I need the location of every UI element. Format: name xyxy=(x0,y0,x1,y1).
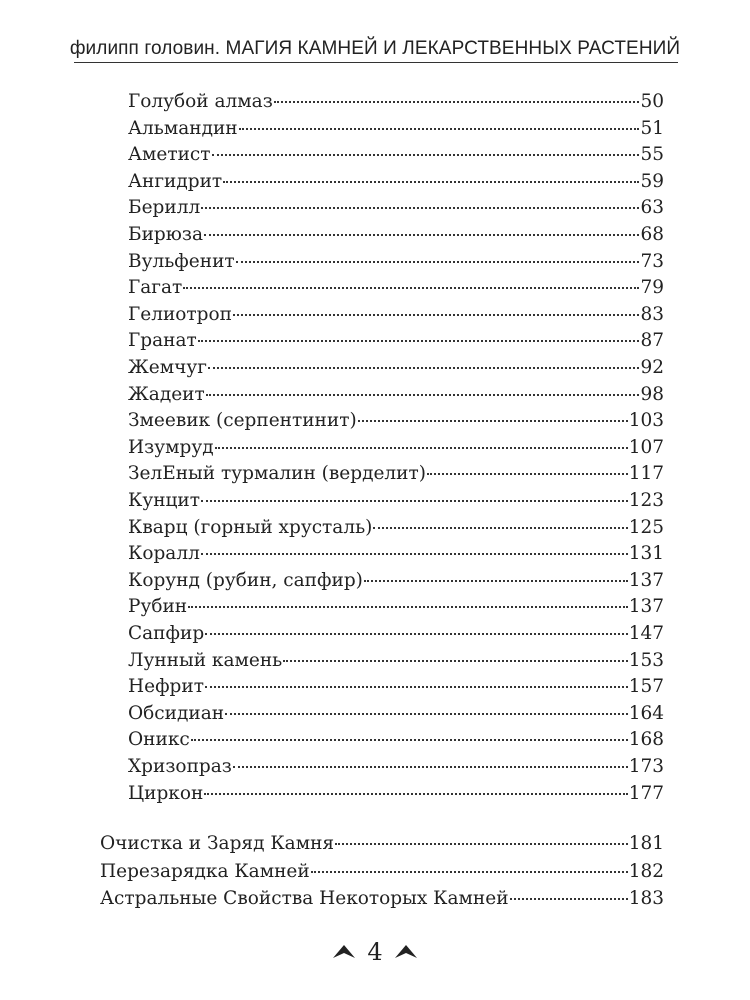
toc-entry-page: 168 xyxy=(628,729,664,751)
toc-entry-title: Жадеит xyxy=(128,383,205,405)
toc-entry xyxy=(128,383,664,407)
dot-leader xyxy=(427,473,628,475)
page-footer xyxy=(0,938,750,966)
toc-entry-page: 107 xyxy=(628,436,664,458)
dot-leader xyxy=(204,234,639,236)
dot-leader xyxy=(212,154,640,156)
toc-entry-title: Обсидиан xyxy=(128,702,225,724)
dot-leader xyxy=(198,340,640,342)
toc-entry-title: Перезарядка Камней xyxy=(100,860,310,882)
dot-leader xyxy=(283,660,627,662)
dot-leader xyxy=(364,580,628,582)
toc-entry xyxy=(128,782,664,806)
toc-entry-page: 137 xyxy=(628,569,664,591)
toc-section-entry xyxy=(100,832,664,856)
dot-leader xyxy=(236,261,640,263)
dot-leader xyxy=(205,633,628,635)
dot-leader xyxy=(223,181,639,183)
toc-entry xyxy=(128,117,664,141)
dot-leader xyxy=(201,553,628,555)
dot-leader xyxy=(183,287,639,289)
toc-entry xyxy=(128,409,664,433)
toc-entry-title: Альмандин xyxy=(128,117,238,139)
dot-leader xyxy=(208,367,640,369)
dot-leader xyxy=(311,871,628,873)
toc-entry-page: 83 xyxy=(640,303,664,325)
toc-entry-title: ЗелЕный турмалин (верделит) xyxy=(128,463,426,485)
toc-entry xyxy=(128,250,664,274)
toc-entry-title: Хризопраз xyxy=(128,756,232,777)
toc-entry-title: Змеевик (серпентинит) xyxy=(128,410,357,432)
dot-leader xyxy=(239,128,640,130)
page-number: 4 xyxy=(367,938,383,966)
toc-entry-title: Вульфенит xyxy=(128,250,235,272)
header-rule xyxy=(74,62,678,63)
toc-entry-page: 87 xyxy=(640,330,664,352)
dot-leader xyxy=(188,606,628,608)
toc-entry-page: 123 xyxy=(628,490,664,511)
toc-entry-page: 59 xyxy=(640,170,664,192)
toc-entry-title: Лунный камень xyxy=(128,649,283,671)
dot-leader xyxy=(510,898,628,900)
toc-entry-page: 173 xyxy=(628,756,664,777)
toc-entry-page: 92 xyxy=(640,357,664,378)
toc-entry xyxy=(128,702,664,726)
toc-entry-title: Ангидрит xyxy=(128,170,223,192)
toc-entry-title: Изумруд xyxy=(128,436,214,458)
toc-entry xyxy=(128,462,664,486)
toc-entry-title: Бирюза xyxy=(128,224,203,245)
toc-entry-title: Циркон xyxy=(128,782,204,804)
toc-entry-page: 164 xyxy=(628,702,664,724)
toc-entry-page: 55 xyxy=(640,144,664,166)
toc-entry-title: Коралл xyxy=(128,543,200,565)
toc-entry-title: Очистка и Заряд Камня xyxy=(100,833,335,854)
toc-entry-page: 177 xyxy=(628,782,664,804)
toc-section-entry xyxy=(100,887,664,911)
toc-entry-page: 68 xyxy=(640,224,664,245)
toc-entry-title: Гранат xyxy=(128,330,197,352)
toc-entry-title: Оникс xyxy=(128,729,190,751)
toc-entry-title: Аметист xyxy=(128,144,211,166)
toc-entry xyxy=(128,276,664,300)
dot-leader xyxy=(205,686,628,688)
toc-entry-page: 137 xyxy=(628,596,664,618)
dot-leader xyxy=(201,207,639,209)
dot-leader xyxy=(335,843,628,845)
toc-entry xyxy=(128,356,664,380)
toc-entry-page: 73 xyxy=(640,250,664,272)
toc-entry-page: 153 xyxy=(628,649,664,671)
toc-entry-page: 63 xyxy=(640,197,664,219)
dot-leader xyxy=(206,394,640,396)
toc-entry-title: Гелиотроп xyxy=(128,303,232,325)
toc-entry-title: Гагат xyxy=(128,277,183,299)
toc-entry-page: 125 xyxy=(628,516,664,538)
toc-entry xyxy=(128,90,664,114)
dot-leader xyxy=(233,314,639,316)
toc-entry xyxy=(128,728,664,752)
toc-entry xyxy=(128,223,664,247)
toc-entry-title: Кварц (горный хрусталь) xyxy=(128,516,373,538)
arrowhead-ornament-icon xyxy=(395,945,417,959)
toc-entry-title: Астральные Свойства Некоторых Камней xyxy=(100,888,509,909)
toc-entry xyxy=(128,542,664,566)
dot-leader xyxy=(215,447,628,449)
toc-entry xyxy=(128,436,664,460)
dot-leader xyxy=(274,101,640,103)
toc-entry-page: 183 xyxy=(628,888,664,909)
toc-entry xyxy=(128,303,664,327)
toc-entry xyxy=(128,755,664,779)
toc-entry-title: Жемчуг xyxy=(128,357,207,378)
toc-entry-page: 103 xyxy=(628,410,664,432)
toc-entry xyxy=(128,170,664,194)
dot-leader xyxy=(191,739,628,741)
toc-entry-title: Корунд (рубин, сапфир) xyxy=(128,569,363,591)
toc-entry-page: 98 xyxy=(640,383,664,405)
toc-entry xyxy=(128,595,664,619)
toc-entry-page: 182 xyxy=(628,860,664,882)
arrowhead-ornament-icon xyxy=(333,945,355,959)
toc-entry-page: 117 xyxy=(628,463,664,485)
dot-leader xyxy=(204,793,627,795)
toc-entry-page: 157 xyxy=(628,676,664,698)
toc-entry xyxy=(128,675,664,699)
toc-entry xyxy=(128,516,664,540)
toc-entry-title: Берилл xyxy=(128,197,201,219)
toc-entry xyxy=(128,489,664,513)
toc-entry-title: Голубой алмаз xyxy=(128,91,273,112)
toc-entry xyxy=(128,649,664,673)
toc-entry-page: 131 xyxy=(628,543,664,565)
toc-entry-page: 181 xyxy=(628,833,664,854)
toc-entry xyxy=(128,196,664,220)
toc-entry-page: 51 xyxy=(640,117,664,139)
toc-entry-page: 147 xyxy=(628,623,664,644)
toc-entry-title: Кунцит xyxy=(128,490,200,511)
dot-leader xyxy=(233,766,628,768)
running-header: филипп головин. МАГИЯ КАМНЕЙ И ЛЕКАРСТВЕННЫХ РАСТЕНИЙ xyxy=(69,38,681,59)
dot-leader xyxy=(201,500,628,502)
toc-entry-title: Сапфир xyxy=(128,623,205,644)
dot-leader xyxy=(358,420,628,422)
toc-entry-title: Рубин xyxy=(128,596,188,618)
toc-entry-page: 50 xyxy=(640,91,664,112)
toc-section-entry xyxy=(100,860,664,884)
toc-entry xyxy=(128,569,664,593)
toc-entry-title: Нефрит xyxy=(128,676,204,698)
toc-entry xyxy=(128,143,664,167)
toc-entry-page: 79 xyxy=(640,277,664,299)
toc-entry xyxy=(128,329,664,353)
toc-entry xyxy=(128,622,664,646)
dot-leader xyxy=(373,527,627,529)
dot-leader xyxy=(225,713,628,715)
